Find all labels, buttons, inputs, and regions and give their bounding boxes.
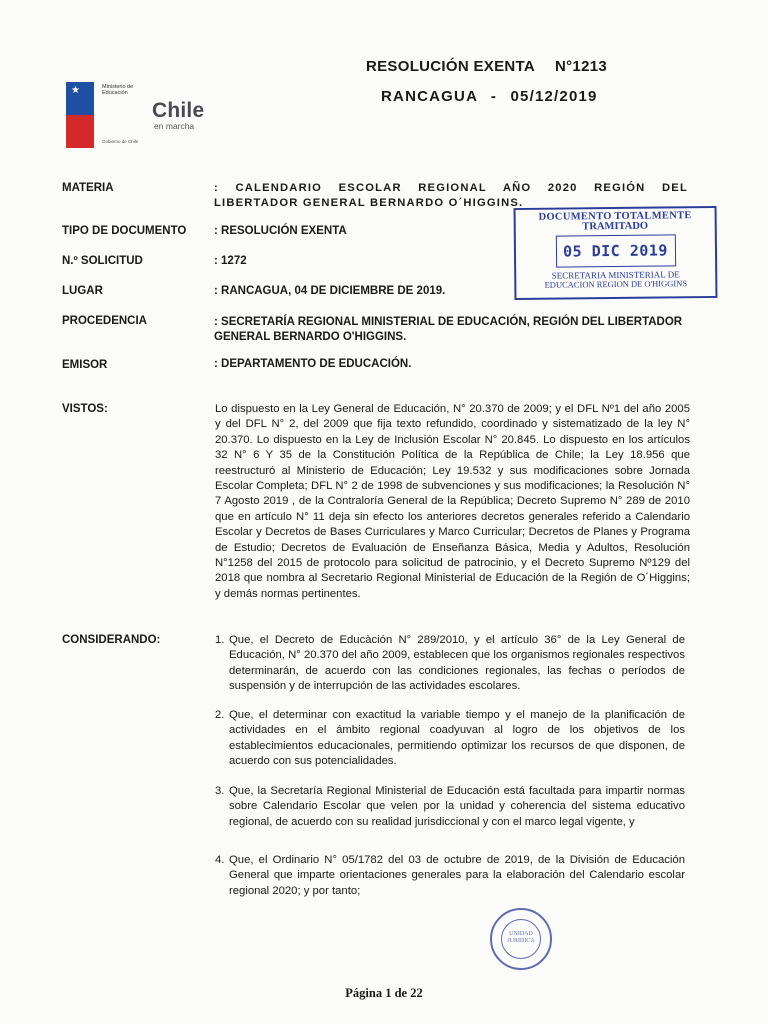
item-text: Que, el Ordinario N° 05/1782 del 03 de octubre de 2019, de la División de Educación General que imparte orientaciones generales para la elaboración del Calendario escolar regional 2020; y por tanto; xyxy=(229,854,685,897)
resolution-type: RESOLUCIÓN EXENTA xyxy=(366,58,536,75)
item-number: 1. xyxy=(215,634,225,646)
item-text: Que, el determinar con exactitud la variable tiempo y el manejo de la planificación de actividades en el ámbito regional coadyuvan al logro de los objetivos de los establecimientos educacionales, permitiendo optimizar los recursos de que disponen, de acuerdo con sus potencialidades. xyxy=(229,709,685,768)
resolution-dash: - xyxy=(490,88,498,105)
logo-chile: Chile xyxy=(152,99,205,122)
stamp-line4: EDUCACION REGION DE O'HIGGINS xyxy=(544,278,688,290)
lugar-label: LUGAR xyxy=(62,285,103,297)
procedencia-label: PROCEDENCIA xyxy=(62,315,147,327)
stamp-line1: DOCUMENTO TOTALMENTE xyxy=(538,210,692,223)
materia-label: MATERIA xyxy=(62,182,114,194)
tipo-documento-value: : RESOLUCIÓN EXENTA xyxy=(214,225,347,237)
seal-line1: UNIDAD xyxy=(509,931,533,937)
solicitud-label: N.º SOLICITUD xyxy=(62,255,143,267)
logo-subtitle: en marcha xyxy=(154,121,195,131)
materia-value: : CALENDARIO ESCOLAR REGIONAL AÑO 2020 REGIÓN DEL LIBERTADOR GENERAL BERNARDO O´HIGGINS. xyxy=(214,182,688,209)
considerando-item-4 xyxy=(215,853,685,899)
logo-footer: Gobierno de Chile xyxy=(102,139,139,144)
item-text: Que, la Secretaría Regional Ministerial de Educación está facultada para impartir normas sobre Calendario Escolar que velen por la unidad y coherencia del sistema educativo regional, de acuerdo con su realidad jurisdiccional y con el marco legal vigente, y xyxy=(229,785,685,828)
lugar-value: : RANCAGUA, 04 DE DICIEMBRE DE 2019. xyxy=(214,285,446,297)
vistos-label: VISTOS: xyxy=(62,403,108,415)
logo-ministry-line2: Educación xyxy=(102,90,128,96)
solicitud-value: : 1272 xyxy=(214,255,247,267)
page-number: Página 1 de 22 xyxy=(345,986,423,1000)
considerando-label: CONSIDERANDO: xyxy=(62,634,161,646)
stamp-date-box xyxy=(555,234,675,267)
ministry-logo xyxy=(66,82,206,148)
resolution-place: RANCAGUA xyxy=(381,88,478,105)
considerando-item-3 xyxy=(215,784,685,830)
tramitado-stamp xyxy=(514,206,718,300)
emisor-label: EMISOR xyxy=(62,359,108,371)
tipo-documento-label: TIPO DE DOCUMENTO xyxy=(62,225,187,237)
resolution-date: 05/12/2019 xyxy=(510,88,598,105)
vistos-text: Lo dispuesto en la Ley General de Educación, N° 20.370 de 2009; y el DFL Nº1 del año 2005 y del DFL N° 2, del 2009 que fija texto refundido, coordinado y sistematizado de la ley N° 20.370. Lo dispuesto en la Ley de Inclusión Escolar N° 20.845. Lo dispuesto en los artículos 32 N° 6 Y 35 de la Constitución Política de la República de Chile; la Ley 18.956 que reestructuró al Ministerio de Educación; Ley 19.532 y sus modificaciones sobre Jornada Escolar Completa; DFL N° 2 de 1998 de subvenciones y sus modificaciones; la Resolución N° 7 Agosto 2019 , de la Contraloría General de la República; Decreto Supremo N° 289 de 2010 que en artículo N° 11 deja sin efecto los anteriores decretos generales referido a Calendario Escolar y Decretos de Bases Curriculares y Marco Curricular; Decretos de Planes y Programa de Estudio; Decretos de Evaluación de Enseñanza Básica, Media y Adultos, Resolución N°1258 del 2015 de protocolo para solicitud de patrocinio, y el Decreto Supremo Nº129 del 2018 que nombra al Secretario Regional Ministerial de Educación de la Región de O´Higgins; y demás normas pertinentes. xyxy=(215,403,690,600)
star-icon: ★ xyxy=(71,85,80,96)
item-number: 4. xyxy=(215,854,225,866)
resolution-place-date xyxy=(381,88,598,105)
logo-flag xyxy=(66,82,94,148)
considerando-item-2 xyxy=(215,708,685,770)
juridica-seal xyxy=(490,908,552,970)
item-number: 2. xyxy=(215,709,225,721)
emisor-value: : DEPARTAMENTO DE EDUCACIÓN. xyxy=(214,358,412,370)
stamp-date: 05 DIC 2019 xyxy=(562,241,668,261)
resolution-number: N°1213 xyxy=(555,58,608,75)
resolution-title xyxy=(366,58,535,75)
item-number: 3. xyxy=(215,785,225,797)
procedencia-value: : SECRETARÍA REGIONAL MINISTERIAL DE EDUCACIÓN, REGIÓN DEL LIBERTADOR GENERAL BERNARDO O'HIGGINS. xyxy=(214,316,683,343)
seal-line2: JURIDICA xyxy=(507,938,535,944)
considerando-item-1 xyxy=(215,633,685,695)
logo-ministry-line1: Ministerio de xyxy=(102,84,134,90)
item-text: Que, el Decreto de Educàción N° 289/2010, y el artículo 36° de la Ley General de Educación, N° 20.370 del año 2009, establecen que los organismos regionales respectivos determinarán, de acuerdo con las condiciones regionales, las fechas o períodos de suspensión y de interrupción de las actividades escolares. xyxy=(229,634,685,693)
stamp-line3: SECRETARIA MINISTERIAL DE xyxy=(551,269,680,281)
stamp-line2: TRAMITADO xyxy=(582,220,649,233)
